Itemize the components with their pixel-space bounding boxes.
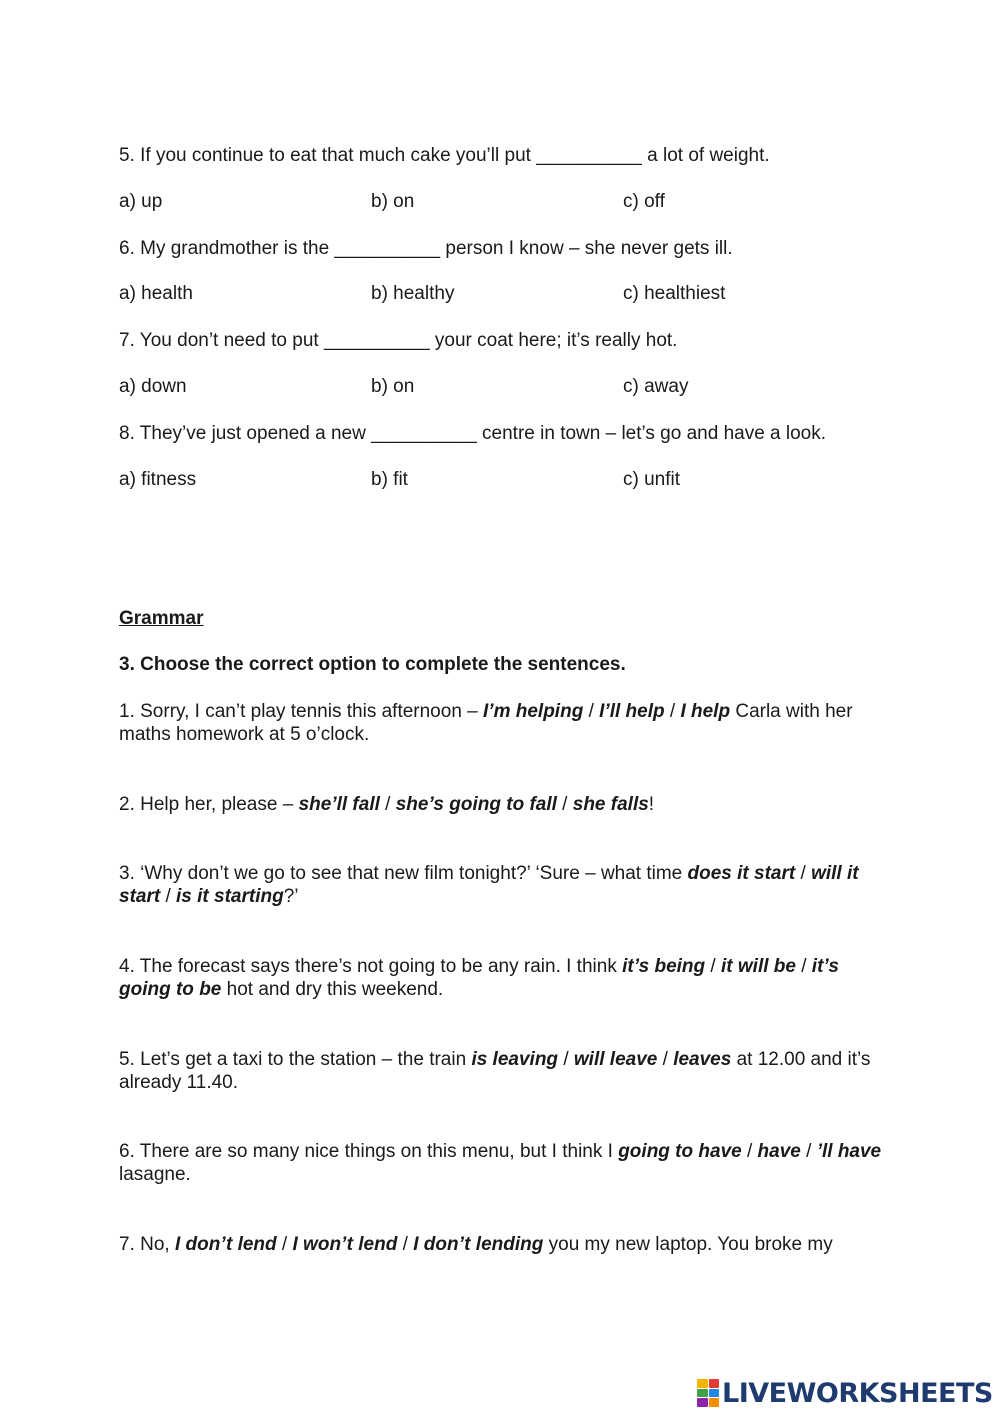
question-6-text: 6. My grandmother is the __________ person I know – she never gets ill. <box>119 238 733 259</box>
sentence-text: 3. ‘Why don’t we go to see that new film tonight?’ ‘Sure – what time <box>119 863 688 884</box>
grammar-sentence-5 <box>119 1048 889 1094</box>
sentence-text: 5. Let’s get a taxi to the station – the train <box>119 1049 472 1070</box>
option-separator: / <box>705 956 721 977</box>
option-separator: / <box>795 863 812 884</box>
grammar-sentence-7 <box>119 1233 833 1256</box>
question-5-option-c[interactable]: c) off <box>623 191 665 212</box>
sentence-text: lasagne. <box>119 1164 191 1185</box>
grammar-instruction: 3. Choose the correct option to complete the sentences. <box>119 654 626 675</box>
sentence-text: Carla with her maths homework at 5 o’clock. <box>119 701 853 745</box>
option-separator: / <box>800 1141 817 1162</box>
question-5-option-b[interactable]: b) on <box>371 191 415 212</box>
sentence-1-option-3[interactable]: I help <box>680 701 731 722</box>
option-separator: / <box>664 701 681 722</box>
logo-tiles-icon <box>697 1379 719 1407</box>
sentence-2-option-2[interactable]: she’s going to fall <box>395 794 557 815</box>
question-8-option-a[interactable]: a) fitness <box>119 469 197 490</box>
sentence-text: 6. There are so many nice things on this menu, but I think I <box>119 1141 619 1162</box>
question-7-option-c[interactable]: c) away <box>623 376 689 397</box>
sentence-text: 2. Help her, please – <box>119 794 299 815</box>
logo-text: LIVEWORKSHEETS <box>722 1377 993 1409</box>
sentence-1-option-1[interactable]: I’m helping <box>483 701 584 722</box>
sentence-text: hot and dry this weekend. <box>221 979 444 1000</box>
option-separator: / <box>583 701 600 722</box>
logo-tile <box>697 1389 708 1398</box>
sentence-7-option-1[interactable]: I don’t lend <box>174 1234 277 1255</box>
sentence-6-option-3[interactable]: ’ll have <box>816 1141 882 1162</box>
question-5-text: 5. If you continue to eat that much cake you’ll put __________ a lot of weight. <box>119 145 770 166</box>
question-5-option-a[interactable]: a) up <box>119 191 163 212</box>
liveworksheets-logo[interactable] <box>697 1378 993 1408</box>
option-separator: / <box>160 886 177 907</box>
sentence-3-option-1[interactable]: does it start <box>687 863 796 884</box>
question-6-option-b[interactable]: b) healthy <box>371 283 455 304</box>
sentence-1-option-2[interactable]: I’ll help <box>599 701 665 722</box>
option-separator: / <box>379 794 396 815</box>
option-separator: / <box>558 1049 574 1070</box>
grammar-sentence-3 <box>119 862 889 908</box>
sentence-text: you my new laptop. You broke my <box>543 1234 833 1255</box>
question-8-text: 8. They’ve just opened a new __________ centre in town – let’s go and have a look. <box>119 423 827 444</box>
sentence-7-option-2[interactable]: I won’t lend <box>292 1234 398 1255</box>
option-separator: / <box>276 1234 293 1255</box>
sentence-4-option-3[interactable]: it’s going to be <box>119 956 839 1000</box>
question-6-option-c[interactable]: c) healthiest <box>623 283 726 304</box>
logo-tile <box>709 1379 720 1388</box>
sentence-4-option-2[interactable]: it will be <box>721 956 796 977</box>
logo-tile <box>709 1389 720 1398</box>
grammar-sentence-1 <box>119 700 889 746</box>
sentence-6-option-2[interactable]: have <box>757 1141 801 1162</box>
question-6-option-a[interactable]: a) health <box>119 283 193 304</box>
option-separator: / <box>795 956 812 977</box>
option-separator: / <box>397 1234 414 1255</box>
sentence-3-option-3[interactable]: is it starting <box>176 886 284 907</box>
sentence-7-option-3[interactable]: I don’t lending <box>413 1234 544 1255</box>
sentence-text: 4. The forecast says there’s not going to be any rain. I think <box>119 956 623 977</box>
sentence-text: at 12.00 and it’s already 11.40. <box>119 1049 871 1093</box>
sentence-3-option-2[interactable]: will it start <box>119 863 859 907</box>
sentence-5-option-1[interactable]: is leaving <box>471 1049 559 1070</box>
question-7-option-a[interactable]: a) down <box>119 376 187 397</box>
grammar-sentence-4 <box>119 955 889 1001</box>
sentence-5-option-3[interactable]: leaves <box>673 1049 732 1070</box>
sentence-5-option-2[interactable]: will leave <box>573 1049 658 1070</box>
sentence-2-option-1[interactable]: she’ll fall <box>298 794 380 815</box>
grammar-sentence-2 <box>119 793 889 816</box>
logo-tile <box>697 1398 708 1407</box>
logo-tile <box>697 1379 708 1388</box>
logo-tile <box>709 1398 720 1407</box>
sentence-text: 7. No, <box>119 1234 175 1255</box>
option-separator: / <box>741 1141 758 1162</box>
grammar-heading: Grammar <box>119 608 204 629</box>
sentence-text: ?’ <box>283 886 299 907</box>
option-separator: / <box>556 794 573 815</box>
sentence-text: 1. Sorry, I can’t play tennis this afternoon – <box>119 701 484 722</box>
sentence-text: ! <box>648 794 655 815</box>
sentence-4-option-1[interactable]: it’s being <box>622 956 706 977</box>
grammar-sentence-6 <box>119 1140 889 1186</box>
sentence-2-option-3[interactable]: she falls <box>572 794 649 815</box>
question-8-option-b[interactable]: b) fit <box>371 469 408 490</box>
option-separator: / <box>657 1049 674 1070</box>
sentence-6-option-1[interactable]: going to have <box>618 1141 742 1162</box>
question-7-option-b[interactable]: b) on <box>371 376 415 397</box>
question-8-option-c[interactable]: c) unfit <box>623 469 681 490</box>
question-7-text: 7. You don’t need to put __________ your coat here; it’s really hot. <box>119 330 678 351</box>
